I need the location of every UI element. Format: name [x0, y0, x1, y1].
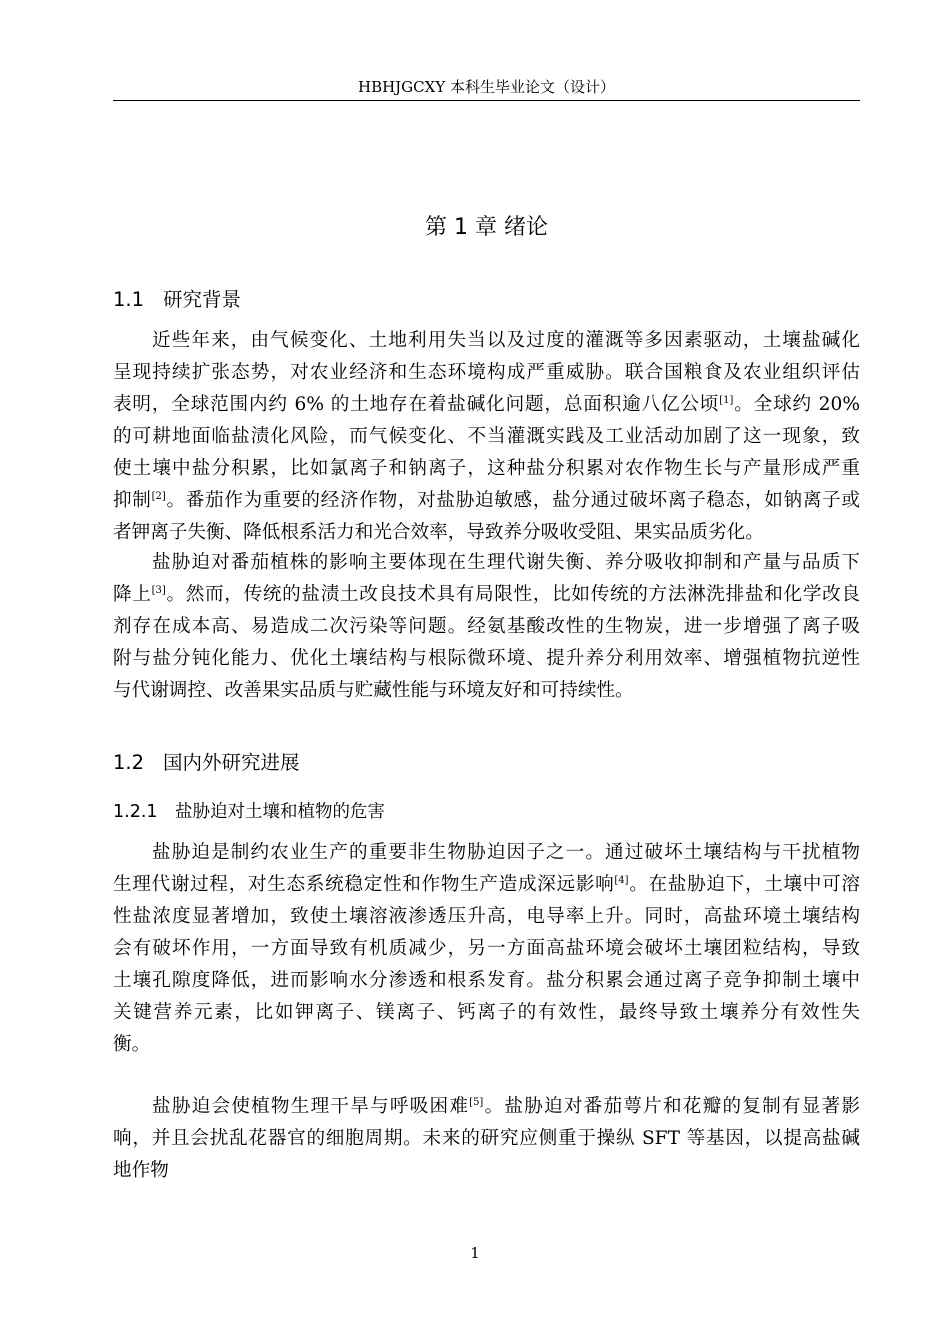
- text-line: [113, 357, 860, 389]
- paragraph: [113, 837, 860, 1061]
- paragraph: [113, 325, 860, 549]
- text-run: 抑制: [113, 490, 152, 511]
- text-line: [113, 611, 860, 643]
- text-run: 表明，全球范围内约 6% 的土地存在着盐碱化问题，总面积逾八亿公顷: [113, 394, 720, 415]
- citation: [4]: [614, 875, 629, 886]
- section-title: 国内外研究进展: [163, 751, 300, 774]
- text-run: 。番茄作为重要的经济作物，对盐胁迫敏感，盐分通过破坏离子稳态，如钠离子或: [165, 490, 860, 511]
- text-run: 性盐浓度显著增加，致使土壤溶液渗透压升高，电导率上升。同时，高盐环境土壤结构: [113, 906, 860, 927]
- subsection-heading-1-2-1: [113, 798, 385, 823]
- text-run: 衡。: [113, 1034, 151, 1055]
- text-run: 与代谢调控、改善果实品质与贮藏性能与环境友好和可持续性。: [113, 680, 634, 701]
- section-title: 盐胁迫对土壤和植物的危害: [175, 802, 385, 822]
- page-number: 1: [470, 1244, 480, 1262]
- text-run: 土壤孔隙度降低，进而影响水分渗透和根系发育。盐分积累会通过离子竞争抑制土壤中: [113, 970, 860, 991]
- text-run: 者钾离子失衡、降低根系活力和光合效率，导致养分吸收受阻、果实品质劣化。: [113, 522, 764, 543]
- text-line: [113, 1029, 860, 1061]
- chapter-title: 第 1 章 绪论: [425, 215, 548, 240]
- text-line: [113, 389, 860, 421]
- text-run: 关键营养元素，比如钾离子、镁离子、钙离子的有效性，最终导致土壤养分有效性失: [113, 1002, 860, 1023]
- text-run: 附与盐分钝化能力、优化土壤结构与根际微环境、提升养分利用效率、增强植物抗逆性: [113, 648, 860, 669]
- text-run: 使土壤中盐分积累，比如氯离子和钠离子，这种盐分积累对农作物生长与产量形成严重: [113, 458, 860, 479]
- text-line: [113, 675, 860, 707]
- section-number: 1.2: [113, 751, 145, 774]
- section-title: 研究背景: [163, 288, 242, 311]
- text-line: [113, 547, 860, 579]
- text-run: 降上: [113, 584, 152, 605]
- text-run: 。在盐胁迫下，土壤中可溶: [628, 874, 860, 895]
- text-run: 盐胁迫对番茄植株的影响主要体现在生理代谢失衡、养分吸收抑制和产量与品质下: [152, 552, 860, 573]
- text-line: [113, 1123, 860, 1155]
- text-run: 地作物: [113, 1160, 169, 1181]
- text-run: 会有破坏作用，一方面导致有机质减少，另一方面高盐环境会破坏土壤团粒结构，导致: [113, 938, 860, 959]
- text-run: 盐胁迫是制约农业生产的重要非生物胁迫因子之一。通过破坏土壤结构与干扰植物: [152, 842, 860, 863]
- text-line: [113, 1091, 860, 1123]
- text-run: 。盐胁迫对番茄萼片和花瓣的复制有显著影: [483, 1096, 860, 1117]
- citation: [3]: [151, 585, 166, 596]
- text-line: [113, 325, 860, 357]
- text-line: [113, 453, 860, 485]
- section-number: 1.1: [113, 288, 145, 311]
- text-line: [113, 837, 860, 869]
- text-run: 盐胁迫会使植物生理干旱与呼吸困难: [152, 1096, 470, 1117]
- text-line: [113, 869, 860, 901]
- text-line: [113, 579, 860, 611]
- section-heading-1-1: [113, 284, 241, 312]
- text-run: 剂存在成本高、易造成二次污染等问题。经氨基酸改性的生物炭，进一步增强了离子吸: [113, 616, 860, 637]
- text-run: 。全球约 20%: [733, 394, 860, 415]
- citation: [5]: [469, 1097, 484, 1108]
- text-line: [113, 643, 860, 675]
- text-run: 呈现持续扩张态势，对农业经济和生态环境构成严重威胁。联合国粮食及农业组织评估: [113, 362, 860, 383]
- text-line: [113, 933, 860, 965]
- paragraph: [113, 547, 860, 707]
- text-run: 。然而，传统的盐渍土改良技术具有局限性，比如传统的方法淋洗排盐和化学改良: [165, 584, 860, 605]
- section-heading-1-2: [113, 747, 300, 775]
- text-line: [113, 517, 860, 549]
- text-line: [113, 997, 860, 1029]
- header-rule: [113, 100, 860, 101]
- text-run: 的可耕地面临盐渍化风险，而气候变化、不当灌溉实践及工业活动加剧了这一现象，致: [113, 426, 860, 447]
- text-line: [113, 1155, 860, 1187]
- text-line: [113, 421, 860, 453]
- section-number: 1.2.1: [113, 802, 158, 822]
- paragraph: [113, 1091, 860, 1187]
- text-line: [113, 485, 860, 517]
- text-run: 生理代谢过程，对生态系统稳定性和作物生产造成深远影响: [113, 874, 615, 895]
- text-run: 近些年来，由气候变化、土地利用失当以及过度的灌溉等多因素驱动，土壤盐碱化: [152, 330, 860, 351]
- text-run: 响，并且会扰乱花器官的细胞周期。未来的研究应侧重于操纵 SFT 等基因，以提高盐碱: [113, 1128, 860, 1149]
- text-line: [113, 901, 860, 933]
- citation: [1]: [719, 395, 734, 406]
- text-line: [113, 965, 860, 997]
- running-header: HBHJGCXY 本科生毕业论文（设计）: [357, 78, 615, 96]
- citation: [2]: [151, 491, 166, 502]
